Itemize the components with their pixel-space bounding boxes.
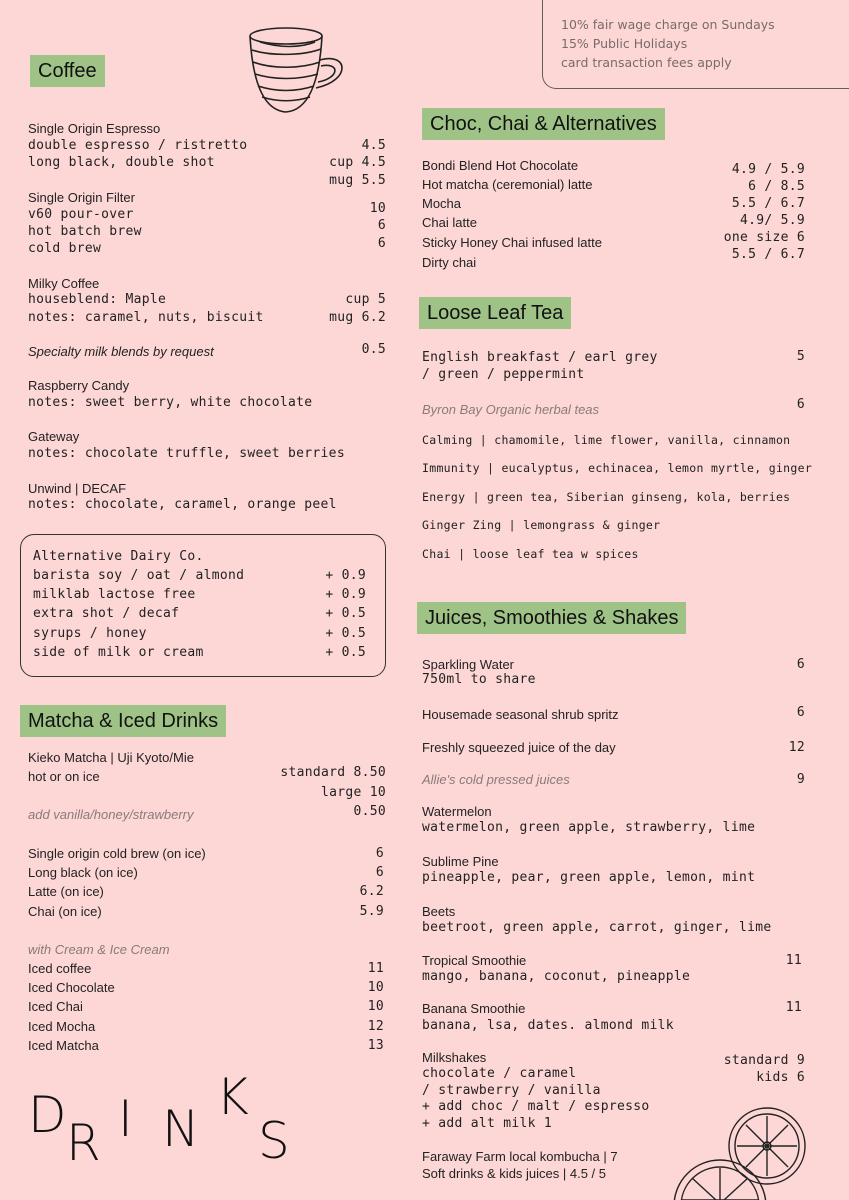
menu-item: mango, banana, coconut, pineapple	[422, 969, 691, 984]
menu-item: houseblend: Maple	[28, 292, 167, 307]
menu-item: Iced Mocha	[28, 1019, 96, 1034]
price: 4.5	[361, 138, 386, 153]
matcha-heading: Matcha & Iced Drinks	[20, 705, 226, 737]
menu-item: Milkshakes	[422, 1050, 487, 1065]
price: 13	[367, 1038, 384, 1053]
menu-item: Iced Chai	[28, 999, 83, 1014]
menu-item: Soft drinks & kids juices | 4.5 / 5	[422, 1166, 607, 1181]
menu-item: Chai (on ice)	[28, 904, 102, 919]
price: 6	[796, 705, 805, 720]
alt-dairy-title: Alternative Dairy Co.	[33, 549, 204, 564]
menu-item: Byron Bay Organic herbal teas	[422, 402, 600, 417]
drinks-letter: D	[28, 1086, 67, 1144]
price: 6	[377, 236, 386, 251]
menu-item: pineapple, pear, green apple, lemon, mint	[422, 870, 756, 885]
price: 0.5	[361, 342, 386, 357]
price: 5	[796, 349, 805, 364]
price: 6	[375, 865, 384, 880]
price: mug 6.2	[329, 310, 386, 325]
menu-item: Single Origin Espresso	[28, 121, 161, 136]
menu-item: Housemade seasonal shrub spritz	[422, 707, 619, 722]
price: 12	[788, 740, 805, 755]
menu-item: Specialty milk blends by request	[28, 344, 214, 359]
menu-item: Bondi Blend Hot Chocolate	[422, 158, 579, 173]
menu-item: Kieko Matcha | Uji Kyoto/Mie	[28, 750, 194, 765]
menu-item: Gateway	[28, 429, 80, 444]
menu-item: English breakfast / earl grey	[422, 350, 658, 365]
price: cup 4.5	[329, 155, 386, 170]
menu-item: Beets	[422, 904, 456, 919]
herbal-tea: Ginger Zing | lemongrass & ginger	[422, 518, 661, 532]
menu-item: Long black (on ice)	[28, 865, 138, 880]
menu-item: Iced Matcha	[28, 1038, 99, 1053]
menu-item: + add alt milk 1	[422, 1116, 553, 1131]
notice-line: 10% fair wage charge on Sundays	[561, 17, 775, 32]
menu-item: Single origin cold brew (on ice)	[28, 846, 206, 861]
menu-item: long black, double shot	[28, 155, 215, 170]
price: 6 / 8.5	[748, 179, 805, 194]
price: 5.5 / 6.7	[731, 196, 805, 211]
price: kids 6	[756, 1070, 805, 1085]
coffee-heading: Coffee	[30, 55, 105, 87]
tea-heading: Loose Leaf Tea	[419, 297, 571, 329]
drinks-letter: R	[66, 1114, 101, 1172]
notice-line: 15% Public Holidays	[561, 36, 688, 51]
menu-item: extra shot / decaf	[33, 606, 180, 621]
herbal-tea: Calming | chamomile, lime flower, vanilla, cinnamon	[422, 433, 791, 447]
price: cup 5	[345, 292, 386, 307]
coffee-cup-icon	[240, 22, 355, 117]
menu-item: v60 pour-over	[28, 207, 134, 222]
price: 0.50	[353, 804, 386, 819]
menu-item: Milky Coffee	[28, 276, 100, 291]
price: one size 6	[723, 230, 805, 245]
menu-item: cold brew	[28, 241, 102, 256]
price: 6	[796, 397, 805, 412]
notice-line: card transaction fees apply	[561, 55, 732, 70]
price: 6	[377, 218, 386, 233]
herbal-tea: Chai | loose leaf tea w spices	[422, 547, 639, 561]
menu-item: syrups / honey	[33, 626, 147, 641]
menu-item: notes: chocolate, caramel, orange peel	[28, 497, 337, 512]
price: 11	[785, 1000, 802, 1015]
menu-item: Allie's cold pressed juices	[422, 772, 570, 787]
citrus-slice-icon	[672, 1106, 849, 1200]
menu-item: Chai latte	[422, 215, 477, 230]
drinks-letter: K	[216, 1068, 249, 1126]
menu-item: Faraway Farm local kombucha | 7	[422, 1149, 618, 1164]
menu-item: beetroot, green apple, carrot, ginger, lime	[422, 920, 772, 935]
price: + 0.5	[325, 626, 366, 641]
surcharge-notice	[542, 0, 849, 89]
menu-item: hot batch brew	[28, 224, 142, 239]
menu-item: Sublime Pine	[422, 854, 499, 869]
menu-item: + add choc / malt / espresso	[422, 1099, 650, 1114]
menu-item: notes: chocolate truffle, sweet berries	[28, 446, 345, 461]
menu-item: barista soy / oat / almond	[33, 568, 245, 583]
menu-item: / strawberry / vanilla	[422, 1083, 601, 1098]
menu-item: Freshly squeezed juice of the day	[422, 740, 616, 755]
price: + 0.5	[325, 606, 366, 621]
menu-item: Sparkling Water	[422, 657, 514, 672]
menu-item: Latte (on ice)	[28, 884, 104, 899]
price: 4.9/ 5.9	[739, 213, 805, 228]
menu-item: watermelon, green apple, strawberry, lime	[422, 820, 756, 835]
juices-heading: Juices, Smoothies & Shakes	[417, 602, 686, 634]
menu-item: Raspberry Candy	[28, 378, 130, 393]
menu-item: hot or on ice	[28, 769, 100, 784]
price: 11	[785, 953, 802, 968]
price: 10	[367, 999, 384, 1014]
menu-item: Hot matcha (ceremonial) latte	[422, 177, 593, 192]
price: + 0.9	[325, 587, 366, 602]
menu-item: milklab lactose free	[33, 587, 196, 602]
price: + 0.5	[325, 645, 366, 660]
menu-item: banana, lsa, dates. almond milk	[422, 1018, 674, 1033]
price: 6	[796, 657, 805, 672]
menu-item: add vanilla/honey/strawberry	[28, 807, 194, 822]
herbal-tea: Immunity | eucalyptus, echinacea, lemon myrtle, ginger	[422, 461, 813, 475]
menu-item: Unwind | DECAF	[28, 481, 127, 496]
drinks-letter: I	[118, 1090, 133, 1148]
menu-item: notes: sweet berry, white chocolate	[28, 395, 313, 410]
menu-item: chocolate / caramel	[422, 1066, 577, 1081]
price: 6	[375, 846, 384, 861]
menu-item: Iced Chocolate	[28, 980, 115, 995]
menu-item: Mocha	[422, 196, 462, 211]
herbal-tea: Energy | green tea, Siberian ginseng, kola, berries	[422, 490, 791, 504]
price: 6.2	[359, 884, 384, 899]
price: standard 9	[723, 1053, 805, 1068]
menu-item: Dirty chai	[422, 255, 477, 270]
menu-item: Banana Smoothie	[422, 1001, 526, 1016]
price: 10	[367, 980, 384, 995]
price: 4.9 / 5.9	[731, 162, 805, 177]
drinks-letter: S	[258, 1112, 290, 1170]
menu-item: Watermelon	[422, 804, 492, 819]
menu-item: / green / peppermint	[422, 367, 585, 382]
menu-item: side of milk or cream	[33, 645, 204, 660]
menu-item: Iced coffee	[28, 961, 92, 976]
price: 5.9	[359, 904, 384, 919]
menu-item: Single Origin Filter	[28, 190, 135, 205]
price: 10	[369, 201, 386, 216]
menu-item: with Cream & Ice Cream	[28, 942, 170, 957]
choc-heading: Choc, Chai & Alternatives	[422, 108, 665, 140]
price: + 0.9	[325, 568, 366, 583]
menu-item: double espresso / ristretto	[28, 138, 248, 153]
price: 5.5 / 6.7	[731, 247, 805, 262]
drinks-letter: N	[162, 1100, 200, 1158]
menu-item: Sticky Honey Chai infused latte	[422, 235, 602, 250]
menu-item: notes: caramel, nuts, biscuit	[28, 310, 264, 325]
price: large 10	[320, 785, 386, 800]
price: standard 8.50	[280, 765, 386, 780]
price: 9	[796, 772, 805, 787]
price: 12	[367, 1019, 384, 1034]
price: mug 5.5	[329, 173, 386, 188]
price: 11	[367, 961, 384, 976]
menu-item: 750ml to share	[422, 672, 536, 687]
menu-item: Tropical Smoothie	[422, 953, 527, 968]
